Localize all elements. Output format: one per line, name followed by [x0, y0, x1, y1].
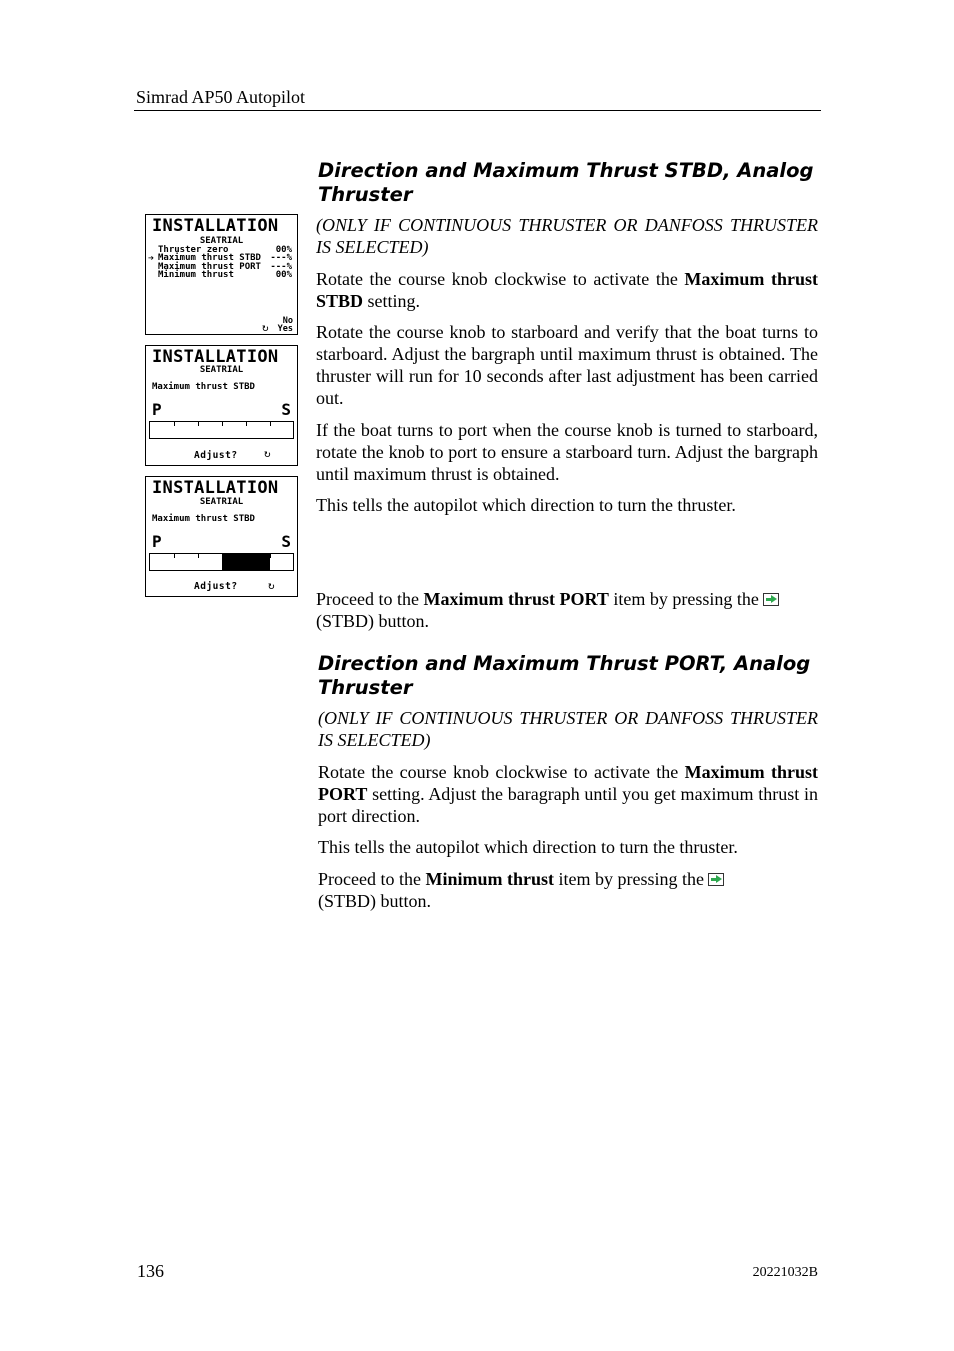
option-no: No — [282, 316, 293, 326]
lcd-screen-menu — [145, 214, 298, 335]
port-label: P — [152, 532, 162, 551]
paragraph: This tells the autopilot which direction to turn the thruster. — [318, 837, 738, 857]
stbd-label: S — [281, 532, 291, 551]
menu-item: Thruster zero 00% — [158, 245, 292, 255]
header-title: Simrad AP50 Autopilot — [136, 87, 306, 107]
menu-item: Maximum thrust STBD ---% — [158, 253, 292, 263]
setting-label: Maximum thrust STBD — [152, 382, 255, 392]
paragraph: If the boat turns to port when the course knob is turned to starboard, rotate the knob to port to ensure a starboard turn. Adjust the bargraph until maximum thrust is obtained. — [316, 420, 818, 484]
lcd-subtitle: SEATRIAL — [199, 497, 244, 507]
bar-tick — [270, 554, 271, 558]
paragraph: This tells the autopilot which direction to turn the thruster. — [316, 495, 736, 515]
menu-item: Maximum thrust PORT ---% — [158, 262, 292, 272]
setting-label: Maximum thrust STBD — [152, 514, 255, 524]
text: Proceed to the — [316, 589, 424, 609]
bar-tick — [198, 422, 199, 426]
lcd-title: INSTALLATION — [152, 216, 279, 236]
lcd-subtitle: SEATRIAL — [199, 365, 244, 375]
paragraph — [318, 868, 818, 912]
text: item by pressing the — [608, 589, 759, 609]
text: Rotate the course knob clockwise to activate the — [318, 762, 685, 782]
stbd-arrow-button-icon — [763, 593, 779, 606]
text: Rotate the course knob clockwise to activate the — [316, 269, 685, 289]
rotate-clockwise-icon: ↻ — [262, 321, 269, 334]
port-label: P — [152, 400, 162, 419]
paragraph — [318, 761, 818, 827]
lcd-subtitle: SEATRIAL — [199, 236, 244, 246]
stbd-label: S — [281, 400, 291, 419]
adjust-prompt: Adjust? — [194, 450, 238, 461]
section-title-line1: Direction and Maximum Thrust STBD, Analog — [318, 159, 814, 182]
text: setting. Adjust the baragraph until you get maximum thrust in port direction. — [318, 784, 818, 826]
menu-item: Minimum thrust 00% — [158, 270, 292, 280]
text: (STBD) button. — [318, 891, 432, 911]
document-number: 20221032B — [752, 1265, 818, 1280]
thrust-bargraph — [149, 553, 294, 571]
bar-fill — [222, 554, 270, 570]
setting-name: Maximum thrust STBD — [316, 269, 818, 311]
stbd-arrow-button-icon — [708, 873, 724, 886]
thrust-bargraph — [149, 421, 294, 439]
condition-note: (ONLY IF CONTINUOUS THRUSTER OR DANFOSS THRUSTER IS SELECTED) — [316, 215, 818, 257]
section-title-stbd — [318, 159, 818, 206]
rotate-clockwise-icon: ↻ — [268, 579, 275, 592]
arrow-right-icon: ➔ — [148, 253, 155, 264]
setting-name: Maximum thrust PORT — [318, 762, 818, 804]
bar-tick — [246, 422, 247, 426]
section-title-line1: Direction and Maximum Thrust PORT, Analog — [318, 652, 811, 675]
paragraph — [316, 588, 818, 632]
paragraph: Rotate the course knob to starboard and verify that the boat turns to starboard. Adjust the bargraph until maximum thrust is obtained. The thruster will run for 10 seconds after last adjustment has been carried out. — [316, 322, 818, 408]
bar-tick — [174, 554, 175, 558]
header-rule — [134, 110, 821, 111]
item-name: Minimum thrust — [425, 869, 554, 889]
text: item by pressing the — [553, 869, 704, 889]
option-yes: Yes — [277, 324, 293, 334]
rotate-clockwise-icon: ↻ — [264, 447, 271, 460]
bar-tick — [198, 554, 199, 558]
section-title-line2: Thruster — [318, 675, 413, 699]
text: Proceed to the — [318, 869, 426, 889]
page-number: 136 — [137, 1261, 164, 1281]
lcd-title: INSTALLATION — [152, 478, 279, 498]
lcd-title: INSTALLATION — [152, 347, 279, 367]
paragraph — [316, 268, 818, 312]
adjust-prompt: Adjust? — [194, 581, 238, 592]
no-yes-options — [278, 317, 293, 333]
text: setting. — [363, 291, 421, 311]
bar-tick — [222, 422, 223, 426]
item-name: Maximum thrust PORT — [423, 589, 609, 609]
bar-tick — [270, 422, 271, 426]
lcd-screen-bargraph-active — [145, 476, 298, 597]
section-title-port — [318, 652, 818, 699]
lcd-screen-bargraph — [145, 345, 298, 466]
condition-note: (ONLY IF CONTINUOUS THRUSTER OR DANFOSS THRUSTER IS SELECTED) — [318, 708, 818, 750]
text: (STBD) button. — [316, 611, 430, 631]
bar-tick — [174, 422, 175, 426]
section-title-line2: Thruster — [318, 182, 413, 206]
